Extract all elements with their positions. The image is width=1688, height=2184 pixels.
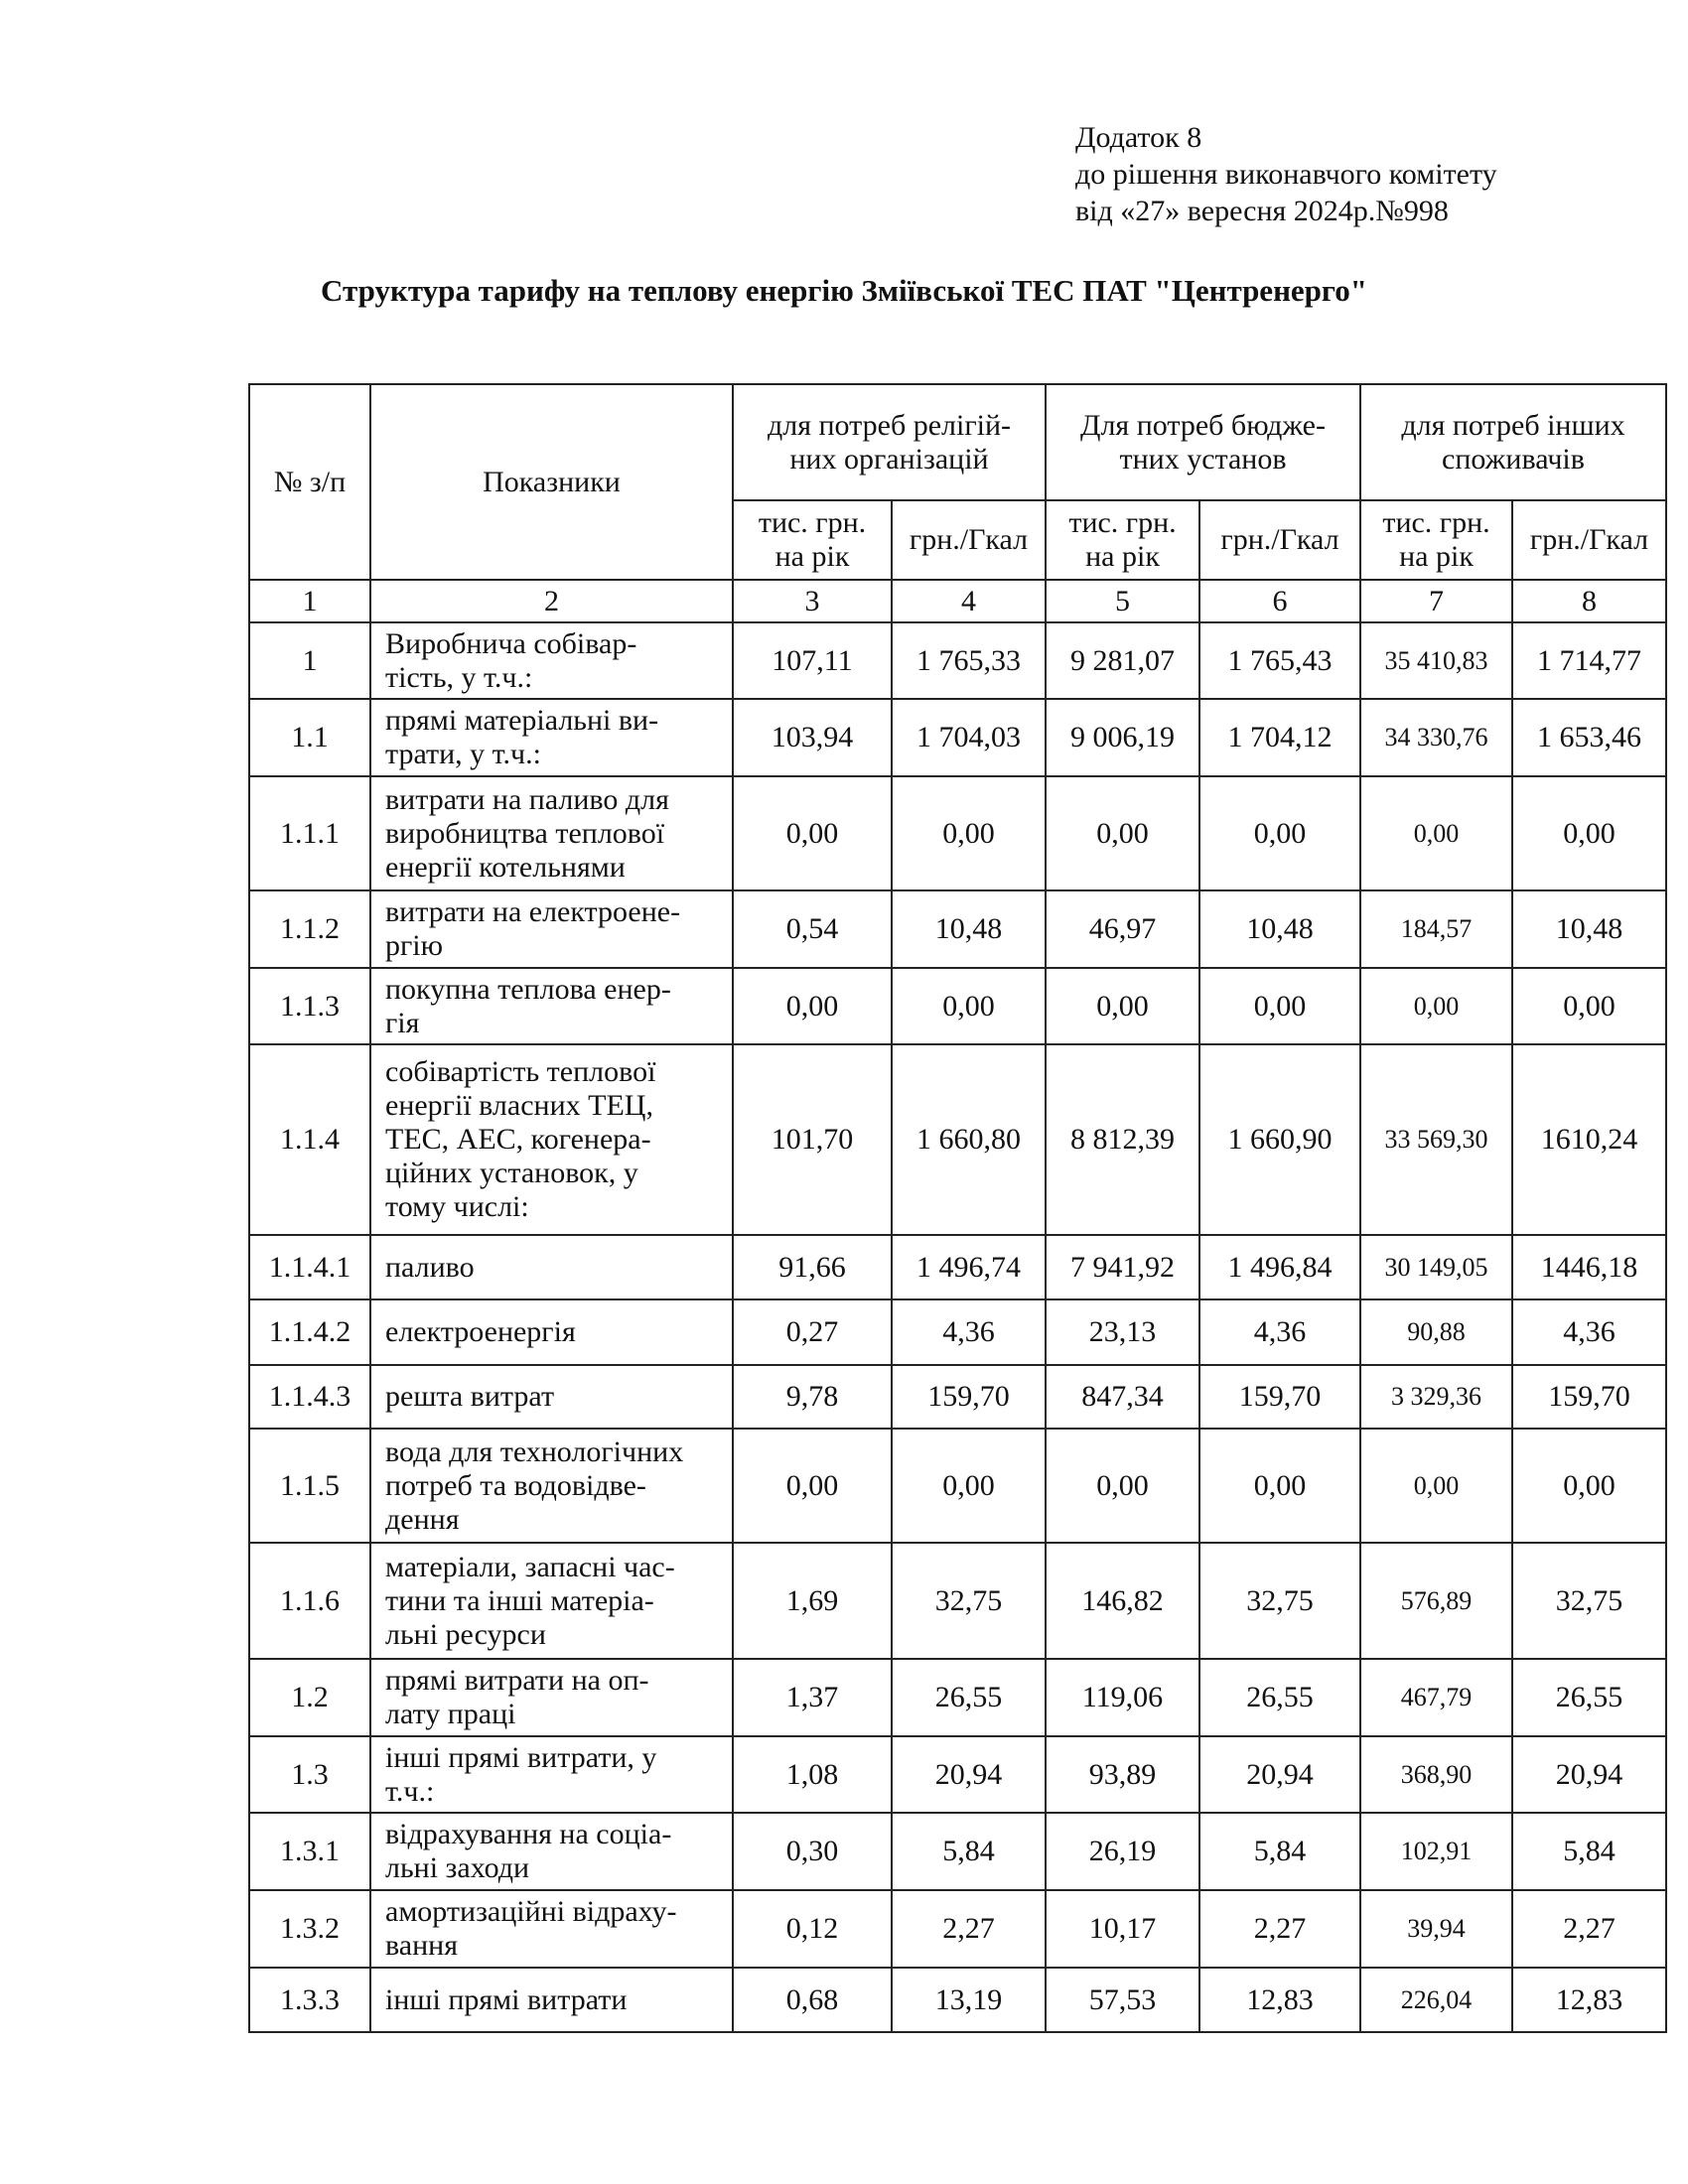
value-other-year: 0,00 <box>1360 968 1512 1044</box>
table-row <box>249 1968 1666 2032</box>
row-indicator: собівартість теплової енергії власних ТЕЦ, ТЕС, АЕС, когенера- ційних установок, у тому числі: <box>370 1044 733 1235</box>
value-other-year: 34 330,76 <box>1360 699 1512 776</box>
value-other-year: 33 569,30 <box>1360 1044 1512 1235</box>
value-budget-year: 0,00 <box>1046 776 1199 890</box>
value-religious-gcal: 0,00 <box>892 968 1046 1044</box>
row-indicator: відрахування на соціа- льні заходи <box>370 1813 733 1890</box>
value-other-year: 3 329,36 <box>1360 1365 1512 1429</box>
table-row <box>249 1813 1666 1890</box>
header-group-other: для потреб інших споживачів <box>1360 384 1666 500</box>
header-indicator: Показники <box>370 384 733 580</box>
value-religious-year: 103,94 <box>733 699 892 776</box>
value-budget-gcal: 5,84 <box>1199 1813 1360 1890</box>
value-religious-year: 0,00 <box>733 1429 892 1543</box>
col-number: 1 <box>249 580 370 622</box>
value-other-year: 467,79 <box>1360 1659 1512 1736</box>
row-indicator: електроенергія <box>370 1299 733 1365</box>
row-indicator: покупна теплова енер- гія <box>370 968 733 1044</box>
row-number: 1.1.4.3 <box>249 1365 370 1429</box>
value-budget-gcal: 1 496,84 <box>1199 1235 1360 1299</box>
table-row <box>249 968 1666 1044</box>
value-other-gcal: 4,36 <box>1512 1299 1666 1365</box>
value-other-year: 35 410,83 <box>1360 622 1512 699</box>
row-indicator: Виробнича собівар- тість, у т.ч.: <box>370 622 733 699</box>
value-budget-year: 7 941,92 <box>1046 1235 1199 1299</box>
value-budget-year: 0,00 <box>1046 1429 1199 1543</box>
col-number: 4 <box>892 580 1046 622</box>
row-number: 1.1.1 <box>249 776 370 890</box>
value-other-gcal: 5,84 <box>1512 1813 1666 1890</box>
row-indicator: інші прямі витрати <box>370 1968 733 2032</box>
table-row <box>249 1736 1666 1813</box>
value-religious-gcal: 20,94 <box>892 1736 1046 1813</box>
value-budget-year: 9 281,07 <box>1046 622 1199 699</box>
row-number: 1.1.4 <box>249 1044 370 1235</box>
annex-block <box>1075 119 1497 229</box>
row-indicator: паливо <box>370 1235 733 1299</box>
row-indicator: витрати на електроене- ргію <box>370 890 733 968</box>
value-budget-gcal: 12,83 <box>1199 1968 1360 2032</box>
value-other-year: 368,90 <box>1360 1736 1512 1813</box>
value-budget-year: 146,82 <box>1046 1543 1199 1659</box>
value-religious-gcal: 159,70 <box>892 1365 1046 1429</box>
value-religious-year: 91,66 <box>733 1235 892 1299</box>
col-number: 8 <box>1512 580 1666 622</box>
value-other-year: 102,91 <box>1360 1813 1512 1890</box>
row-indicator: матеріали, запасні час- тини та інші матеріа- льні ресурси <box>370 1543 733 1659</box>
value-religious-year: 1,69 <box>733 1543 892 1659</box>
value-religious-year: 101,70 <box>733 1044 892 1235</box>
row-indicator: прямі витрати на оп- лату праці <box>370 1659 733 1736</box>
value-religious-year: 0,00 <box>733 968 892 1044</box>
value-religious-gcal: 1 496,74 <box>892 1235 1046 1299</box>
value-budget-gcal: 26,55 <box>1199 1659 1360 1736</box>
row-number: 1.2 <box>249 1659 370 1736</box>
value-religious-gcal: 0,00 <box>892 1429 1046 1543</box>
table-row <box>249 1365 1666 1429</box>
value-religious-year: 9,78 <box>733 1365 892 1429</box>
header-unit-gcal: грн./Гкал <box>892 500 1046 580</box>
header-group-religious: для потреб релігій- них організацій <box>733 384 1046 500</box>
value-religious-year: 0,27 <box>733 1299 892 1365</box>
value-other-gcal: 1 653,46 <box>1512 699 1666 776</box>
value-religious-year: 0,12 <box>733 1890 892 1968</box>
value-religious-year: 1,37 <box>733 1659 892 1736</box>
value-other-gcal: 1 714,77 <box>1512 622 1666 699</box>
value-budget-year: 847,34 <box>1046 1365 1199 1429</box>
value-other-gcal: 1446,18 <box>1512 1235 1666 1299</box>
value-budget-gcal: 159,70 <box>1199 1365 1360 1429</box>
value-budget-gcal: 4,36 <box>1199 1299 1360 1365</box>
annex-number: Додаток 8 <box>1075 121 1202 154</box>
value-other-gcal: 12,83 <box>1512 1968 1666 2032</box>
row-indicator: витрати на паливо для виробництва теплової енергії котельнями <box>370 776 733 890</box>
value-budget-year: 57,53 <box>1046 1968 1199 2032</box>
row-indicator: інші прямі витрати, у т.ч.: <box>370 1736 733 1813</box>
value-budget-gcal: 1 660,90 <box>1199 1044 1360 1235</box>
value-budget-year: 10,17 <box>1046 1890 1199 1968</box>
value-other-gcal: 2,27 <box>1512 1890 1666 1968</box>
value-religious-gcal: 5,84 <box>892 1813 1046 1890</box>
value-budget-year: 8 812,39 <box>1046 1044 1199 1235</box>
value-religious-year: 0,54 <box>733 890 892 968</box>
value-religious-year: 0,30 <box>733 1813 892 1890</box>
value-budget-year: 93,89 <box>1046 1736 1199 1813</box>
value-other-gcal: 10,48 <box>1512 890 1666 968</box>
value-religious-gcal: 2,27 <box>892 1890 1046 1968</box>
table-row <box>249 1044 1666 1235</box>
document-title: Структура тарифу на теплову енергію Зміївської ТЕС ПАТ "Центренерго" <box>321 273 1367 308</box>
table-row <box>249 622 1666 699</box>
header-unit-gcal: грн./Гкал <box>1199 500 1360 580</box>
value-budget-year: 46,97 <box>1046 890 1199 968</box>
value-budget-year: 26,19 <box>1046 1813 1199 1890</box>
value-religious-gcal: 32,75 <box>892 1543 1046 1659</box>
value-other-year: 0,00 <box>1360 1429 1512 1543</box>
value-other-year: 90,88 <box>1360 1299 1512 1365</box>
value-budget-year: 9 006,19 <box>1046 699 1199 776</box>
col-number: 2 <box>370 580 733 622</box>
value-budget-year: 0,00 <box>1046 968 1199 1044</box>
value-religious-gcal: 10,48 <box>892 890 1046 968</box>
row-number: 1.3.2 <box>249 1890 370 1968</box>
table-row <box>249 699 1666 776</box>
row-indicator: вода для технологічних потреб та водовідве- дення <box>370 1429 733 1543</box>
value-religious-gcal: 4,36 <box>892 1299 1046 1365</box>
value-budget-gcal: 0,00 <box>1199 1429 1360 1543</box>
header-num: № з/п <box>249 384 370 580</box>
value-religious-gcal: 0,00 <box>892 776 1046 890</box>
table-row <box>249 1299 1666 1365</box>
row-number: 1.3.3 <box>249 1968 370 2032</box>
table-row <box>249 1890 1666 1968</box>
header-unit-year: тис. грн. на рік <box>1046 500 1199 580</box>
value-other-year: 30 149,05 <box>1360 1235 1512 1299</box>
value-religious-gcal: 1 765,33 <box>892 622 1046 699</box>
row-indicator: решта витрат <box>370 1365 733 1429</box>
row-number: 1.1.3 <box>249 968 370 1044</box>
value-religious-gcal: 1 704,03 <box>892 699 1046 776</box>
value-other-year: 226,04 <box>1360 1968 1512 2032</box>
value-budget-year: 23,13 <box>1046 1299 1199 1365</box>
col-number: 7 <box>1360 580 1512 622</box>
value-other-gcal: 20,94 <box>1512 1736 1666 1813</box>
value-other-year: 184,57 <box>1360 890 1512 968</box>
value-religious-year: 0,68 <box>733 1968 892 2032</box>
row-number: 1.1 <box>249 699 370 776</box>
value-budget-year: 119,06 <box>1046 1659 1199 1736</box>
value-budget-gcal: 1 704,12 <box>1199 699 1360 776</box>
header-unit-year: тис. грн. на рік <box>733 500 892 580</box>
row-number: 1.1.4.1 <box>249 1235 370 1299</box>
value-other-gcal: 0,00 <box>1512 968 1666 1044</box>
row-number: 1.3 <box>249 1736 370 1813</box>
row-number: 1 <box>249 622 370 699</box>
value-religious-gcal: 1 660,80 <box>892 1044 1046 1235</box>
tariff-structure-table <box>248 383 1667 2033</box>
table-row <box>249 776 1666 890</box>
value-budget-gcal: 10,48 <box>1199 890 1360 968</box>
row-indicator: прямі матеріальні ви- трати, у т.ч.: <box>370 699 733 776</box>
value-religious-gcal: 26,55 <box>892 1659 1046 1736</box>
value-budget-gcal: 2,27 <box>1199 1890 1360 1968</box>
value-budget-gcal: 0,00 <box>1199 968 1360 1044</box>
value-budget-gcal: 20,94 <box>1199 1736 1360 1813</box>
table-row <box>249 1429 1666 1543</box>
annex-date: від «27» вересня 2024р.№998 <box>1075 195 1449 227</box>
value-other-gcal: 32,75 <box>1512 1543 1666 1659</box>
value-religious-year: 1,08 <box>733 1736 892 1813</box>
value-other-year: 576,89 <box>1360 1543 1512 1659</box>
row-number: 1.1.6 <box>249 1543 370 1659</box>
row-number: 1.1.4.2 <box>249 1299 370 1365</box>
header-group-budget: Для потреб бюдже- тних установ <box>1046 384 1360 500</box>
value-other-gcal: 0,00 <box>1512 1429 1666 1543</box>
value-budget-gcal: 1 765,43 <box>1199 622 1360 699</box>
table-row <box>249 1659 1666 1736</box>
value-religious-gcal: 13,19 <box>892 1968 1046 2032</box>
col-number: 6 <box>1199 580 1360 622</box>
value-other-gcal: 1610,24 <box>1512 1044 1666 1235</box>
col-number: 3 <box>733 580 892 622</box>
table-row <box>249 1543 1666 1659</box>
value-other-year: 0,00 <box>1360 776 1512 890</box>
header-unit-year: тис. грн. на рік <box>1360 500 1512 580</box>
value-religious-year: 107,11 <box>733 622 892 699</box>
header-unit-gcal: грн./Гкал <box>1512 500 1666 580</box>
value-budget-gcal: 32,75 <box>1199 1543 1360 1659</box>
row-number: 1.3.1 <box>249 1813 370 1890</box>
col-number: 5 <box>1046 580 1199 622</box>
value-religious-year: 0,00 <box>733 776 892 890</box>
value-other-gcal: 159,70 <box>1512 1365 1666 1429</box>
value-other-gcal: 0,00 <box>1512 776 1666 890</box>
row-number: 1.1.5 <box>249 1429 370 1543</box>
value-budget-gcal: 0,00 <box>1199 776 1360 890</box>
value-other-year: 39,94 <box>1360 1890 1512 1968</box>
row-indicator: амортизаційні відраху- вання <box>370 1890 733 1968</box>
table-row <box>249 890 1666 968</box>
row-number: 1.1.2 <box>249 890 370 968</box>
table-row <box>249 1235 1666 1299</box>
annex-decision: до рішення виконавчого комітету <box>1075 158 1497 191</box>
value-other-gcal: 26,55 <box>1512 1659 1666 1736</box>
